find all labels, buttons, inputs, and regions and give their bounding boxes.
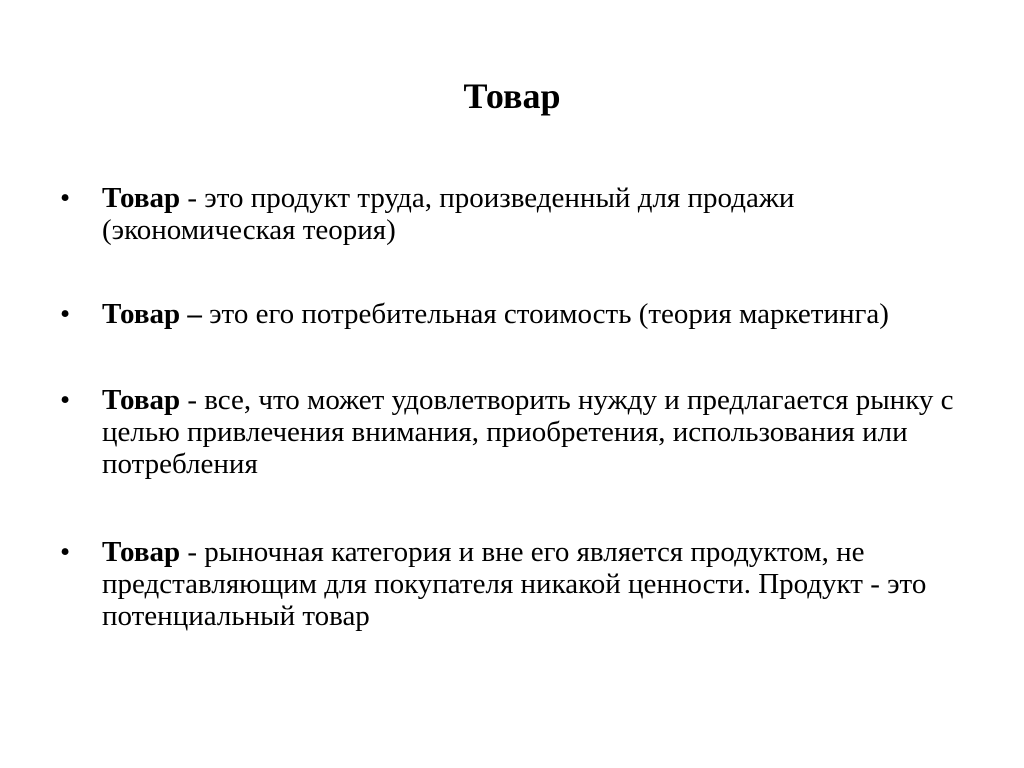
slide-title: Товар [463,76,561,116]
bullet-item [58,298,958,330]
bullet-item [58,384,958,480]
bullet-icon: • [60,536,71,568]
bullet-list [58,182,958,684]
bullet-term: Товар [102,384,181,416]
bullet-text: - рыночная категория и вне его является продуктом, не представляющим для покупателя никакой ценности. Продукт - это потенциальный товар [102,536,927,632]
bullet-term: Товар [102,182,188,214]
bullet-text: - все, что может удовлетворить нужду и предлагается рынку с целью привлечения внимания, приобретения, использования или потребления [102,384,954,480]
bullet-icon: • [60,298,71,330]
bullet-item [58,182,958,246]
bullet-item [58,536,958,632]
bullet-term: Товар – [102,298,210,330]
bullet-icon: • [60,384,71,416]
bullet-text: - это продукт труда, произведенный для продажи (экономическая теория) [102,182,795,246]
bullet-text: это его потребительная стоимость (теория маркетинга) [209,298,889,330]
bullet-term: Товар [102,536,181,568]
bullet-icon: • [60,182,71,214]
